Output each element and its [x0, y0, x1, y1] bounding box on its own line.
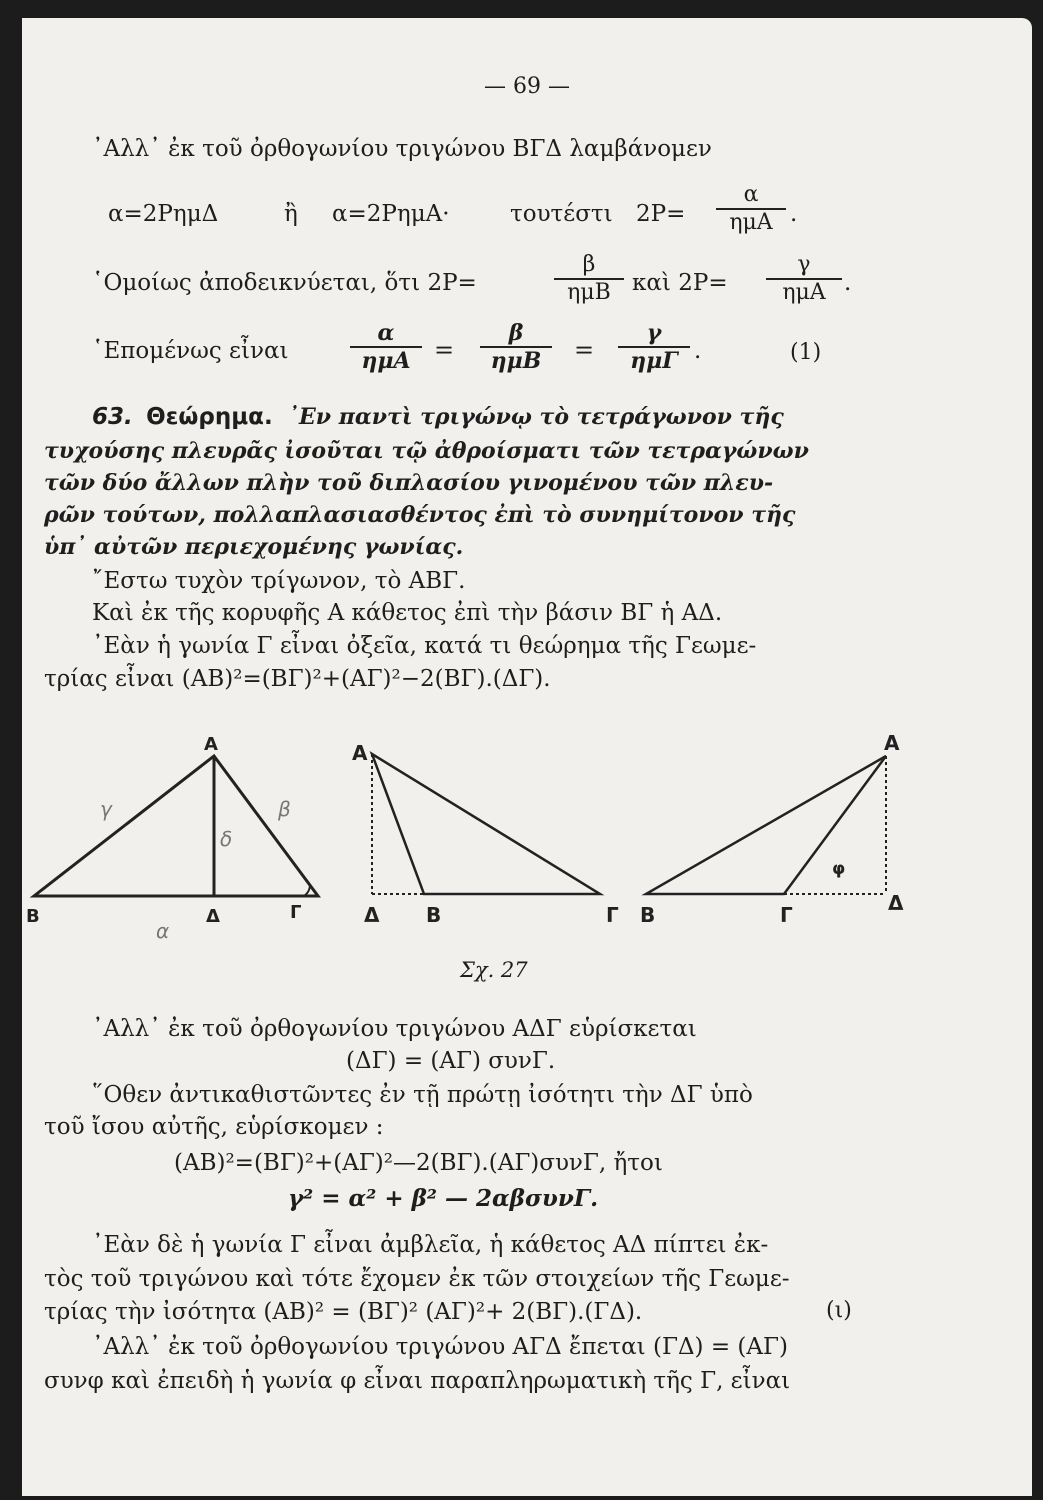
para1-line-1: ῎Εστω τυχὸν τρίγωνον, τὸ ΑΒΓ.	[92, 568, 466, 594]
eq3-tag: (1)	[790, 340, 822, 365]
fig1-label-delta: δ	[220, 827, 233, 851]
eq1-numerator: α	[743, 182, 759, 207]
theorem-number: 63.	[92, 404, 133, 430]
para3-line-5: συνφ καὶ ἐπειδὴ ἡ γωνία φ εἶναι παραπληρωματικὴ τῆς Γ, εἶναι	[44, 1368, 791, 1394]
eq2-mid: καὶ 2Ρ=	[632, 270, 728, 296]
fig2-label-b: B	[426, 903, 442, 927]
figure-triangle-acute	[34, 756, 318, 896]
eq2-numerator-2: γ	[797, 252, 811, 277]
eq2-end: .	[844, 270, 852, 296]
eq3-fraction-2	[480, 320, 552, 374]
theorem-line-3: τῶν δύο ἄλλων πλὴν τοῦ διπλασίου γινομένου τῶν πλευ-	[44, 470, 774, 496]
fig1-label-g: Γ	[290, 902, 302, 923]
page-number: — 69 —	[484, 74, 570, 99]
para2-line-6: γ² = α² + β² — 2αβσυνΓ.	[288, 1185, 599, 1212]
eq3-numerator-2: β	[508, 320, 524, 346]
figure-triangle-obtuse-right	[646, 756, 886, 894]
eq2-numerator-1: β	[582, 252, 596, 277]
eq3-denominator-3: ημΓ	[618, 346, 690, 374]
eq1-part-e: 2Ρ=	[636, 201, 686, 227]
para3-line-4: ᾿Αλλ᾿ ἐκ τοῦ ὀρθογωνίου τριγώνου ΑΓΔ ἔπεται (ΓΔ) = (ΑΓ)	[92, 1334, 788, 1360]
para1-line-2: Καὶ ἐκ τῆς κορυφῆς Α κάθετος ἐπὶ τὴν βάσιν ΒΓ ἡ ΑΔ.	[92, 600, 723, 626]
angle-mark-g	[304, 884, 310, 896]
fig2-label-d: Δ	[364, 903, 380, 927]
eq3-fraction-1	[350, 320, 422, 374]
eq3-equals-2: =	[574, 336, 595, 364]
fig1-label-gamma: γ	[100, 797, 112, 821]
eq3-lead: ῾Επομένως εἶναι	[92, 338, 289, 364]
eq1-denominator: ημΑ	[716, 208, 786, 236]
para1-line-3: ᾿Εὰν ἡ γωνία Γ εἶναι ὀξεῖα, κατά τι θεώρημα τῆς Γεωμε-	[92, 633, 757, 659]
para2-line-1: ᾿Αλλ᾿ ἐκ τοῦ ὀρθογωνίου τριγώνου ΑΔΓ εὑρίσκεται	[92, 1016, 697, 1042]
eq3-fraction-3	[618, 320, 690, 374]
eq2-denominator-2: ημΑ	[766, 278, 842, 306]
para3-line-2: τὸς τοῦ τριγώνου καὶ τότε ἔχομεν ἐκ τῶν στοιχείων τῆς Γεωμε-	[44, 1266, 790, 1292]
figure-caption: Σχ. 27	[460, 958, 528, 982]
eq3-equals-1: =	[434, 336, 455, 364]
eq1-part-b: ἢ	[284, 201, 298, 227]
triangle-abg-1	[34, 756, 318, 896]
eq2-lead: ῾Ομοίως ἀποδεικνύεται, ὅτι 2Ρ=	[92, 270, 477, 296]
eq1-part-d: τουτέστι	[510, 201, 613, 227]
theorem-line-1: ᾿Εν παντὶ τριγώνῳ τὸ τετράγωνον τῆς	[288, 404, 784, 430]
eq3-denominator-1: ημΑ	[350, 346, 422, 374]
eq2-fraction-1	[554, 252, 624, 306]
para2-line-5: (ΑΒ)²=(ΒΓ)²+(ΑΓ)²—2(ΒΓ).(ΑΓ)συνΓ, ἤτοι	[174, 1150, 663, 1176]
theorem-line-4: ρῶν τούτων, πολλαπλασιασθέντος ἐπὶ τὸ συνημίτονον τῆς	[44, 502, 796, 528]
theorem-title: Θεώρημα.	[146, 404, 273, 430]
fig3-label-b: B	[640, 903, 656, 927]
para2-line-3: ῞Οθεν ἀντικαθιστῶντες ἐν τῇ πρώτῃ ἰσότητι τὴν ΔΓ ὑπὸ	[92, 1082, 753, 1108]
eq3-end: .	[694, 338, 702, 364]
eq1-fraction	[716, 182, 786, 236]
fig2-label-a: A	[352, 741, 368, 765]
eq2-fraction-2	[766, 252, 842, 306]
book-page	[22, 18, 1032, 1496]
fig2-label-g: Γ	[606, 903, 619, 927]
theorem-first-line	[92, 404, 784, 430]
para3-line-3: τρίας τὴν ἰσότητα (ΑΒ)² = (ΒΓ)² (ΑΓ)²+ 2(ΒΓ).(ΓΔ).	[44, 1299, 643, 1325]
fig3-label-phi: φ	[832, 859, 846, 879]
para2-line-4: τοῦ ἴσου αὐτῆς, εὑρίσκομεν :	[44, 1114, 384, 1140]
eq1-end: .	[790, 201, 798, 227]
triangle-abg-2	[372, 754, 600, 894]
fig1-label-a: A	[204, 734, 218, 755]
fig1-label-b: B	[26, 906, 40, 927]
eq1-part-a: α=2ΡημΔ	[108, 201, 219, 227]
eq3-numerator-3: γ	[646, 320, 662, 346]
fig3-label-d: Δ	[888, 891, 904, 915]
fig3-label-g: Γ	[780, 903, 793, 927]
eq3-numerator-1: α	[377, 320, 395, 346]
eq3-denominator-2: ημΒ	[480, 346, 552, 374]
figure-27	[22, 708, 1032, 988]
para1-line-4: τρίας εἶναι (ΑΒ)²=(ΒΓ)²+(ΑΓ)²−2(ΒΓ).(ΔΓ).	[44, 666, 551, 692]
eq1-part-c: α=2ΡημΑ·	[332, 201, 450, 227]
triangle-abg-3	[646, 756, 886, 894]
fig1-label-alpha: α	[156, 919, 170, 943]
fig1-label-d: Δ	[206, 906, 220, 927]
text-line-1: ᾿Αλλ᾿ ἐκ τοῦ ὀρθογωνίου τριγώνου ΒΓΔ λαμβάνομεν	[92, 136, 712, 162]
para3-line-1: ᾿Εὰν δὲ ἡ γωνία Γ εἶναι ἀμβλεῖα, ἡ κάθετος ΑΔ πίπτει ἐκ-	[92, 1232, 769, 1258]
theorem-line-2: τυχούσης πλευρᾶς ἰσοῦται τῷ ἀθροίσματι τῶν τετραγώνων	[44, 438, 809, 464]
figure-triangle-obtuse-left	[372, 754, 600, 894]
para2-line-2: (ΔΓ) = (ΑΓ) συνΓ.	[346, 1048, 556, 1074]
para3-tag: (ι)	[826, 1298, 852, 1323]
eq2-denominator-1: ημΒ	[554, 278, 624, 306]
theorem-line-5: ὑπ᾿ αὐτῶν περιεχομένης γωνίας.	[44, 534, 464, 560]
fig3-label-a: A	[884, 731, 900, 755]
fig1-label-beta: β	[278, 797, 291, 821]
